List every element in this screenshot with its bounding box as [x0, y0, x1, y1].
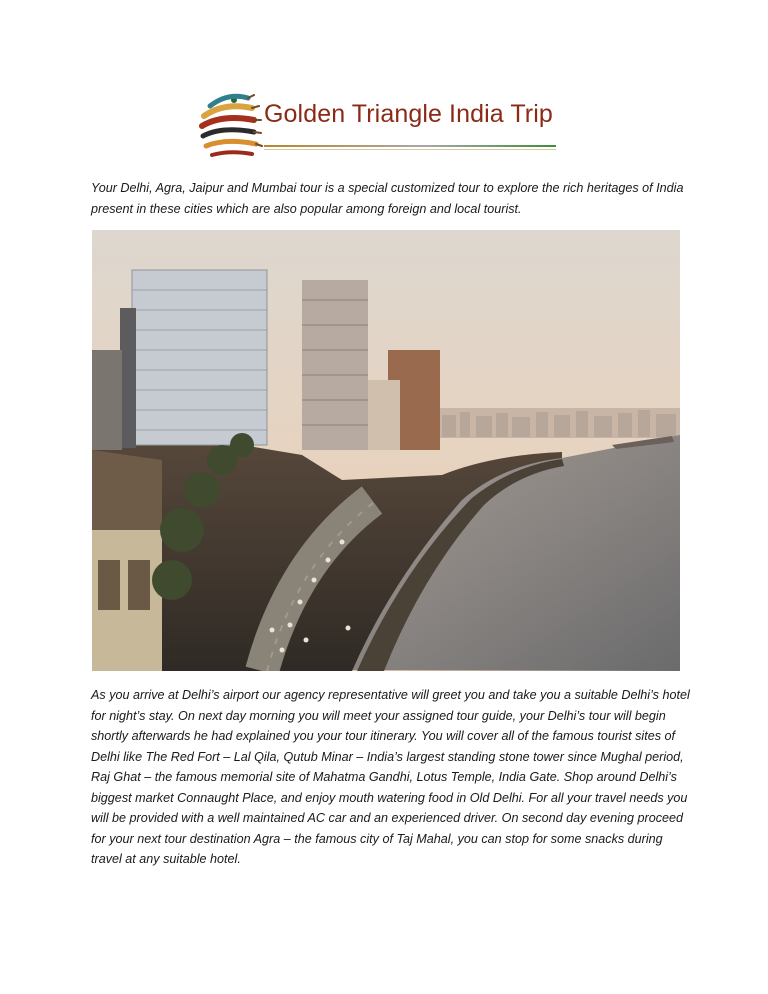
globe-hands-icon — [198, 86, 264, 166]
brand-title: Golden Triangle India Trip — [264, 100, 553, 128]
body-paragraph: As you arrive at Delhi’s airport our agency representative will greet you and take you a suitable Delhi’s hotel for night’s stay. On next day morning you will meet your assigned tour guide, your Delhi’s tour will begin shortly afterwards he had explained you your tour itinerary. You will cover all of the famous tourist sites of Delhi like The Red Fort – Lal Qila, Qutub Minar – India’s largest standing stone tower since Mughal period, Raj Ghat – the famous memorial site of Mahatma Gandhi, Lotus Temple, India Gate. Shop around Delhi’s biggest market Connaught Place, and enjoy mouth watering food in Old Delhi. For all your travel needs you will be provided with a well maintained AC car and an experienced driver. On second day evening proceed for your next tour destination Agra – the famous city of Taj Mahal, you can stop for some snacks during travel at any suitable hotel. — [91, 688, 690, 866]
intro-paragraph: Your Delhi, Agra, Jaipur and Mumbai tour is a special customized tour to explore the rich heritages of India present in these cities which are also popular among foreign and local tourist. — [91, 181, 684, 216]
document-header — [198, 86, 568, 166]
header-divider — [264, 145, 556, 147]
city-coastline-photo — [92, 230, 680, 671]
header-divider-thin — [264, 149, 556, 150]
